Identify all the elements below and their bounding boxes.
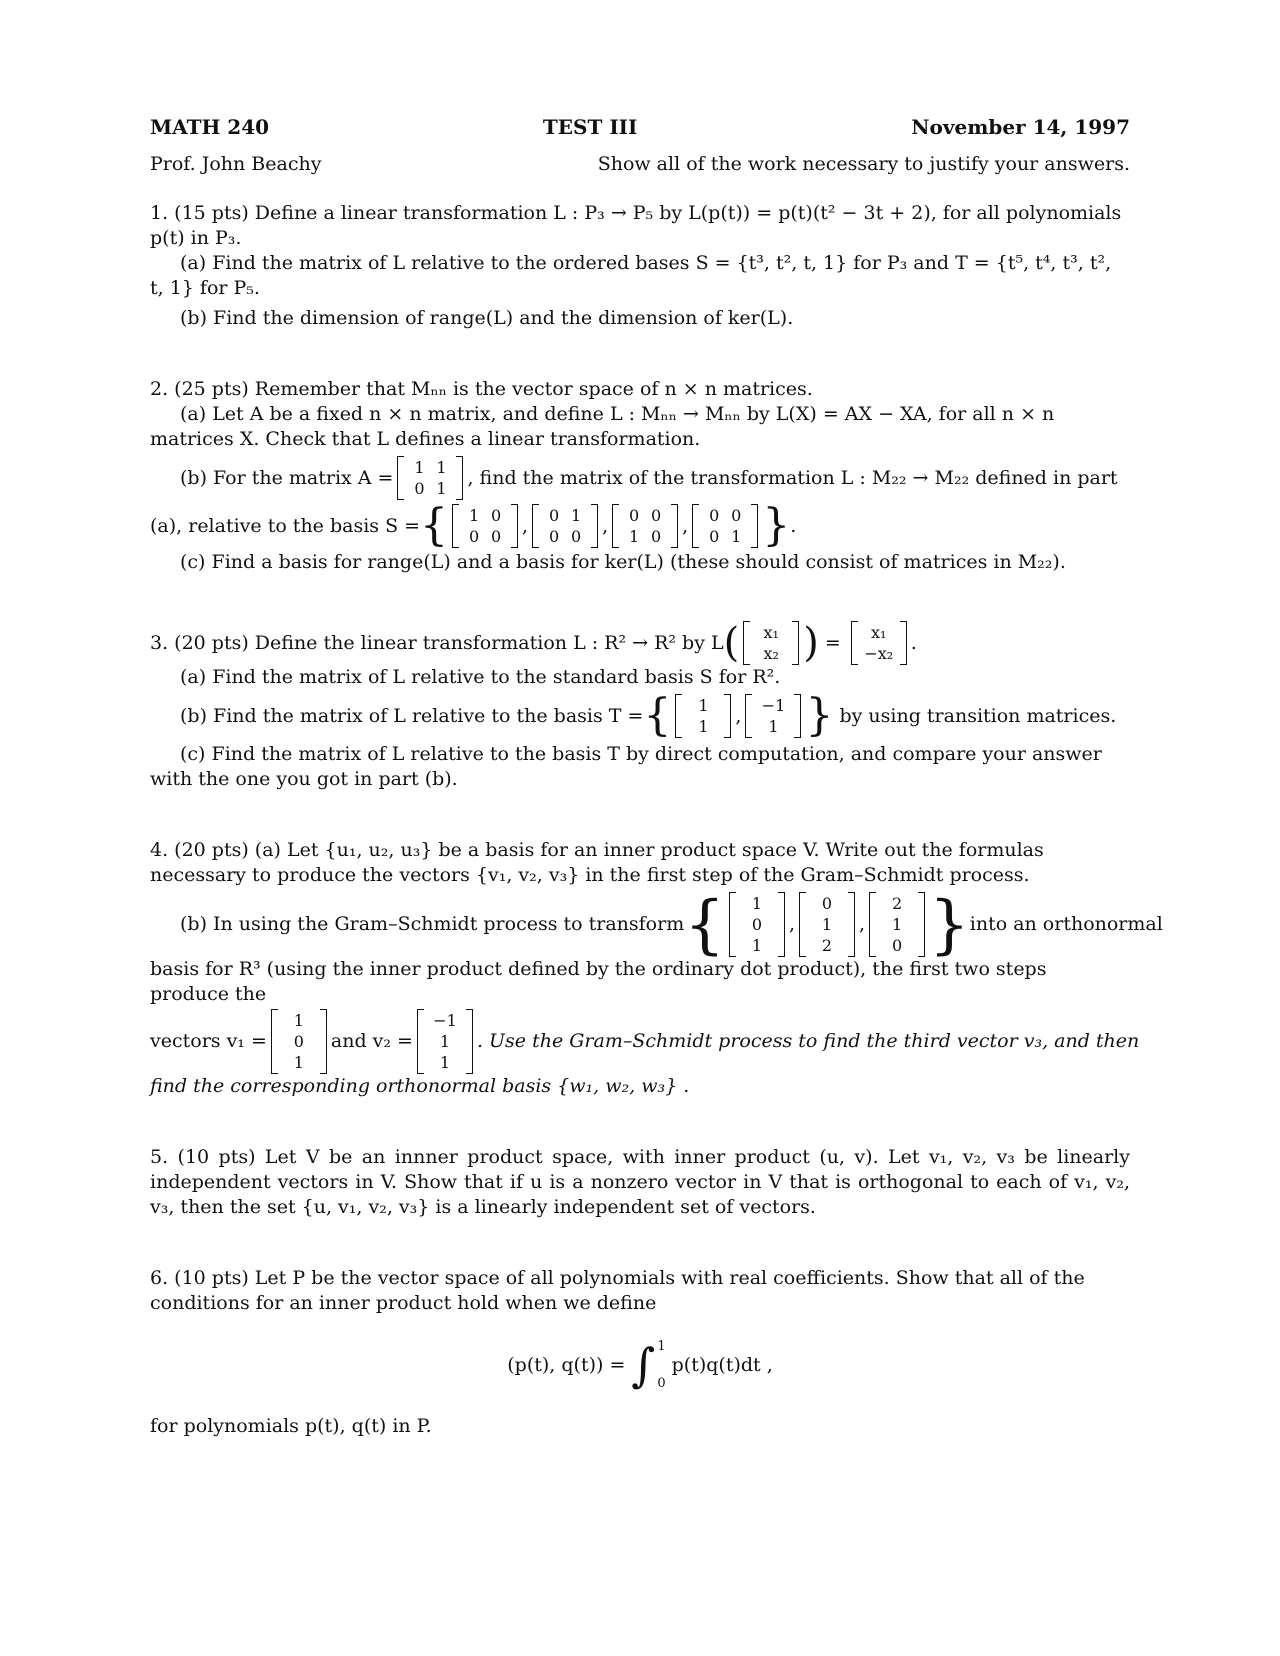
problem-3-part-a: (a) Find the matrix of L relative to the standard basis S for R². [180, 666, 781, 688]
basis-cell: 0 [709, 527, 720, 546]
problem-6-tail: for polynomials p(t), q(t) in P. [150, 1415, 432, 1437]
problem-4-v-cont: find the corresponding orthonormal basis {w₁, w₂, w₃} . [150, 1075, 690, 1097]
basis-cell: 0 [651, 527, 662, 546]
problem-2-intro: 2. (25 pts) Remember that Mₙₙ is the vector space of n × n matrices. [150, 378, 813, 400]
vector-cell: x₂ [763, 644, 779, 663]
problem-3 [150, 621, 1130, 792]
basis-matrix-2 [532, 504, 598, 548]
exam-page [150, 115, 1163, 1439]
output-vector [851, 621, 907, 665]
vector-cell: 1 [439, 1053, 451, 1072]
problem-3-b-post: by using transition matrices. [839, 704, 1117, 727]
problem-1 [150, 201, 1130, 331]
matrix-a-cell: 1 [414, 458, 425, 477]
problem-4-b-post: into an orthonormal [969, 913, 1163, 935]
basis-cell: 0 [468, 527, 480, 546]
problem-4-v-and: and v₂ = [330, 1030, 413, 1052]
problem-4-part-a: 4. (20 pts) (a) Let {u₁, u₂, u₃} be a basis for an inner product space V. Write out the formulas necessary to produce the vectors {v₁, v₂, v₃} in the first step of the Gram–Schmidt process. [150, 839, 1044, 886]
problem-3-part-b: (b) Find the matrix of L relative to the basis T = { 1 1 , −1 1 } by using transition matrices. [180, 690, 1117, 741]
gs-vector-1 [729, 892, 785, 957]
basis-cell: 0 [549, 527, 560, 546]
subheader-row [150, 152, 1130, 177]
matrix-a [397, 456, 463, 500]
matrix-a-cell: 1 [436, 479, 447, 498]
vector-cell: 1 [698, 717, 709, 736]
basis-cell: 0 [490, 527, 502, 546]
vector-cell: −x₂ [864, 644, 894, 663]
problem-4-vectors-line [150, 1009, 1140, 1074]
course-title: MATH 240 [150, 115, 270, 139]
problem-2-part-a: (a) Let A be a fixed n × n matrix, and define L : Mₙₙ → Mₙₙ by L(X) = AX − XA, for all n × n matrices X. Check that L defines a linear transformation. [150, 403, 1055, 450]
open-paren: ( [723, 620, 740, 666]
matrix-a-cell: 0 [414, 479, 425, 498]
vector-cell: 1 [891, 915, 903, 934]
problem-3-intro-line: 3. (20 pts) Define the linear transformation L : R² → R² by L ( x₁ x₂ ) = x₁ −x₂ . [150, 620, 917, 666]
vector-cell: 2 [821, 936, 833, 955]
problem-2-b-pre: (b) For the matrix A = [180, 466, 394, 489]
right-brace: } [805, 690, 834, 741]
vector-cell: 0 [293, 1032, 304, 1051]
input-vector [743, 621, 799, 665]
vector-cell: 0 [891, 936, 903, 955]
basis-cell: 0 [490, 506, 502, 525]
basis-matrix-1 [452, 504, 518, 548]
basis-matrix-3 [612, 504, 678, 548]
gs-vector-2 [799, 892, 855, 957]
test-date: November 14, 1997 [911, 115, 1130, 139]
problem-2 [150, 377, 1130, 575]
vector-cell: 1 [768, 717, 779, 736]
vector-cell: 1 [821, 915, 833, 934]
vector-cell: 1 [293, 1011, 304, 1030]
problem-4 [150, 838, 1163, 1099]
problem-2-part-c: (c) Find a basis for range(L) and a basis for ker(L) (these should consist of matrices in M₂₂). [180, 551, 1066, 573]
problem-3-b-pre: (b) Find the matrix of L relative to the basis T = [180, 704, 644, 727]
left-brace: { [643, 690, 672, 741]
equation-lhs: (p(t), q(t)) = [507, 1353, 626, 1376]
basis-cell: 0 [549, 506, 560, 525]
problem-2-b-cont: (a), relative to the basis S = [150, 514, 421, 537]
vector-v2 [417, 1009, 473, 1074]
vector-cell: 1 [751, 936, 763, 955]
basis-cell: 1 [731, 527, 742, 546]
matrix-a-cell: 1 [436, 458, 447, 477]
integrand: p(t)q(t)dt , [671, 1353, 773, 1376]
basis-vector-2 [745, 694, 801, 738]
basis-cell: 0 [571, 527, 582, 546]
vector-cell: 1 [293, 1053, 304, 1072]
problem-3-intro: 3. (20 pts) Define the linear transformation L : R² → R² by L [150, 631, 724, 654]
gs-vector-3 [869, 892, 925, 957]
right-brace: } [762, 500, 791, 551]
problem-2-part-b-line1 [150, 456, 1130, 500]
left-brace: { [420, 500, 449, 551]
problem-4-v-pre: vectors v₁ = [150, 1030, 267, 1052]
problem-5-text: 5. (10 pts) Let V be an innner product space, with inner product (u, v). Let v₁, v₂, v₃ be linearly independent vectors in V. Show that if u is a nonzero vector in V that is orthogonal to each of v₁, v₂, v₃, then the set {u, v₁, v₂, v₃} is a linearly independent set of vectors. [150, 1146, 1130, 1218]
vector-cell: 1 [698, 696, 709, 715]
problem-1-intro: 1. (15 pts) Define a linear transformation L : P₃ → P₅ by L(p(t)) = p(t)(t² − 3t + 2), for all polynomials p(t) in P₃. [150, 202, 1122, 249]
test-title: TEST III [542, 115, 638, 139]
left-brace: { [684, 887, 725, 962]
close-paren: ) [803, 620, 819, 666]
basis-cell: 0 [709, 506, 720, 525]
basis-cell: 0 [629, 506, 640, 525]
basis-cell: 1 [629, 527, 640, 546]
integral-lower-limit: 0 [657, 1376, 666, 1391]
problem-4-b-pre: (b) In using the Gram–Schmidt process to transform [180, 913, 685, 935]
problem-2-b-post: , find the matrix of the transformation L : M₂₂ → M₂₂ defined in part [467, 466, 1118, 489]
problem-6-text: 6. (10 pts) Let P be the vector space of all polynomials with real coefficients. Show that all of the conditions for an inner product hold when we define [150, 1267, 1085, 1314]
vector-cell: 2 [891, 894, 903, 913]
professor-name: Prof. John Beachy [150, 153, 322, 175]
problem-2-part-b-line2: (a), relative to the basis S = { 1 0 0 0 , 0 1 0 0 , 0 0 1 0 , 0 0 0 1 } . [150, 500, 797, 551]
right-brace: } [929, 887, 970, 962]
vector-cell: x₁ [871, 623, 887, 642]
integral-upper-limit: 1 [657, 1339, 666, 1354]
vector-cell: 0 [821, 894, 833, 913]
basis-cell: 0 [651, 506, 662, 525]
problem-1-part-a: (a) Find the matrix of L relative to the ordered bases S = {t³, t², t, 1} for P₃ and T = {t⁵, t⁴, t³, t², t, 1} for P₅. [150, 252, 1112, 299]
problem-4-v-post: . Use the Gram–Schmidt process to find the third vector v₃, and then [476, 1030, 1140, 1052]
vector-cell: −1 [433, 1011, 457, 1030]
basis-cell: 1 [468, 506, 480, 525]
instructions: Show all of the work necessary to justify your answers. [597, 153, 1130, 175]
basis-cell: 1 [571, 506, 582, 525]
vector-cell: x₁ [763, 623, 779, 642]
basis-matrix-4 [692, 504, 758, 548]
basis-vector-1 [675, 694, 731, 738]
inner-product-equation [150, 1334, 1130, 1396]
integral-symbol: ∫ 1 0 [631, 1334, 665, 1396]
header-row [150, 115, 1130, 140]
problem-4-part-b-line [150, 887, 1163, 962]
vector-cell: 0 [751, 915, 763, 934]
problem-6 [150, 1266, 1130, 1439]
basis-cell: 0 [731, 506, 742, 525]
problem-3-part-c: (c) Find the matrix of L relative to the basis T by direct computation, and compare your answer with the one you got in part (b). [150, 743, 1102, 790]
problem-1-part-b: (b) Find the dimension of range(L) and the dimension of ker(L). [180, 307, 794, 329]
vector-cell: 1 [751, 894, 763, 913]
vector-v1 [271, 1009, 327, 1074]
vector-cell: −1 [761, 696, 786, 715]
gram-schmidt-input-set: { 1 0 1 , 0 1 2 , 2 1 0 } [684, 887, 970, 962]
vector-cell: 1 [439, 1032, 451, 1051]
problem-5 [150, 1145, 1130, 1220]
problem-4-b-cont: basis for R³ (using the inner product defined by the ordinary dot product), the first two steps produce the [150, 958, 1047, 1005]
